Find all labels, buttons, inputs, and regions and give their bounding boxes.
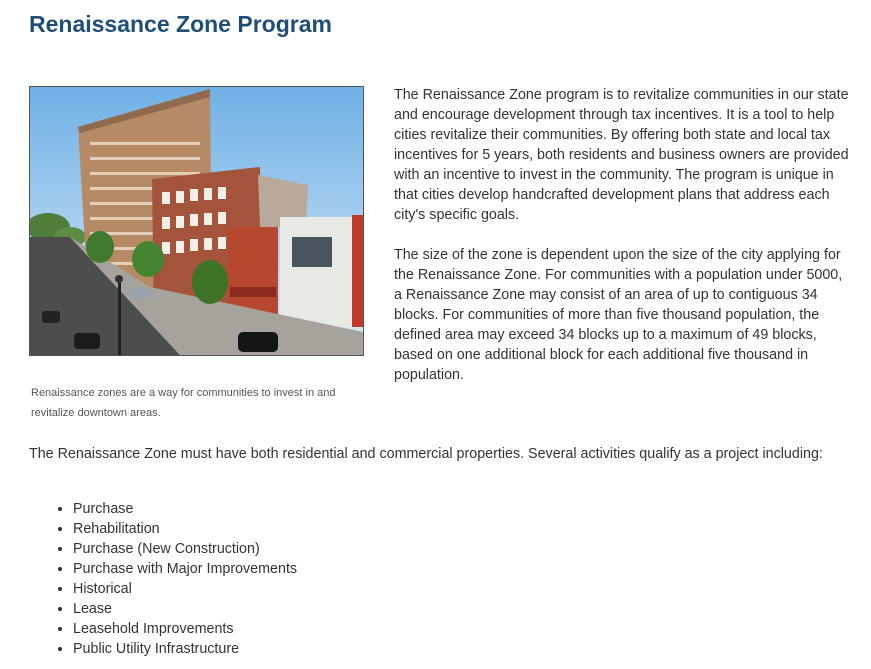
list-item: • Purchase with Major Improvements: [73, 559, 297, 579]
list-item: • Historical: [73, 579, 297, 599]
list-item: • Purchase: [73, 499, 297, 519]
photo-caption: Renaissance zones are a way for communities to invest in and revitalize downtown areas.: [31, 387, 336, 419]
list-item: • Leasehold Improvements: [73, 619, 297, 639]
downtown-street-photo: [29, 86, 364, 356]
list-item: • Rehabilitation: [73, 519, 297, 539]
intro-paragraph-1: The Renaissance Zone program is to revitalize communities in our state and encourage development through tax incentives. It is a tool to help cities revitalize their communities. By offering both state and local tax incentives for 5 years, both residents and business owners are provided with an incentive to invest in the community. The program is unique in that cities develop handcrafted development plans that address each city's specific goals.: [394, 87, 849, 223]
photo-figure: [29, 86, 364, 423]
qualifying-activities-list: [29, 499, 297, 659]
list-item: • Purchase (New Construction): [73, 539, 297, 559]
requirements-paragraph: The Renaissance Zone must have both residential and commercial properties. Several activities qualify as a project including:: [29, 446, 823, 462]
intro-text: [394, 85, 850, 405]
intro-paragraph-2: The size of the zone is dependent upon the size of the city applying for the Renaissance Zone. For communities with a population under 5000, a Renaissance Zone may consist of an area of up to contiguous 34 blocks. For communities of more than five thousand population, the defined area may exceed 34 blocks up to a maximum of 49 blocks, based on one additional block for each additional five thousand in population.: [394, 247, 843, 383]
list-item: • Public Utility Infrastructure: [73, 639, 297, 659]
page-title: Renaissance Zone Program: [29, 11, 332, 37]
list-item: • Lease: [73, 599, 297, 619]
